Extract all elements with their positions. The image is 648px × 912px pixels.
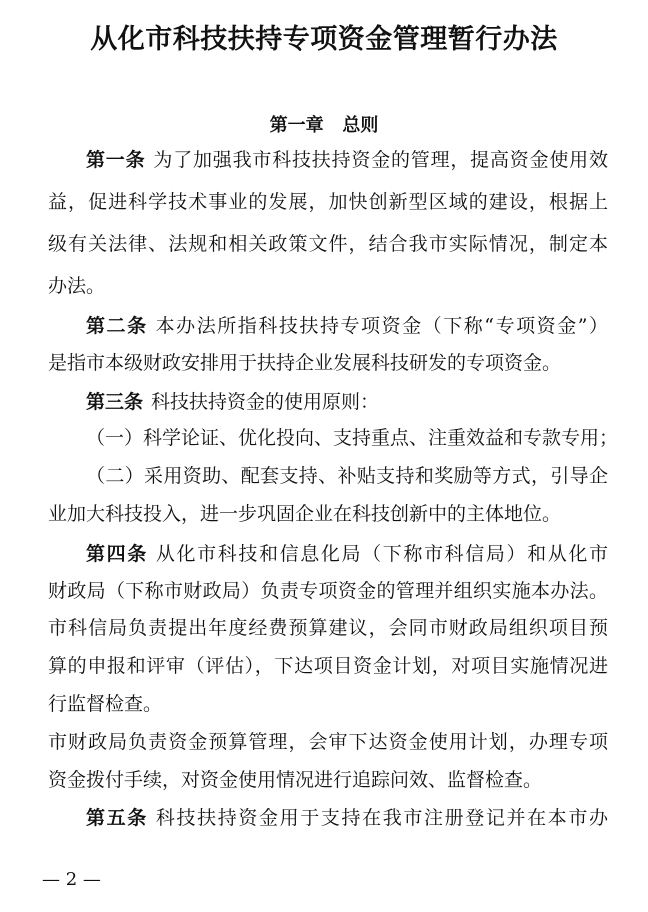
article-3-text: 科技扶持资金的使用原则： bbox=[151, 391, 380, 413]
article-3-item-1: （一）科学论证、优化投向、支持重点、注重效益和专款专用； bbox=[86, 427, 619, 449]
article-3-line-1 bbox=[48, 384, 608, 420]
article-1-line-4: 办法。 bbox=[48, 275, 106, 297]
article-1-text: 为了加强我市科技扶持资金的管理，提高资金使用效 bbox=[153, 149, 608, 171]
article-5-text: 科技扶持资金用于支持在我市注册登记并在本市办 bbox=[155, 807, 608, 829]
article-4-line-4: 算的申报和评审（评估），下达项目资金计划，对项目实施情况进 bbox=[48, 655, 608, 677]
article-4-line-7: 资金拨付手续，对资金使用情况进行追踪问效、监督检查。 bbox=[48, 769, 543, 791]
article-1-label: 第一条 bbox=[86, 149, 146, 171]
article-4-line-6: 市财政局负责资金预算管理，会审下达资金使用计划，办理专项 bbox=[48, 731, 608, 753]
article-4-text: 从化市科技和信息化局（下称市科信局）和从化市 bbox=[155, 543, 608, 565]
article-2-line-1 bbox=[48, 308, 608, 344]
article-3-label: 第三条 bbox=[86, 391, 144, 413]
article-4-line-2: 财政局（下称市财政局）负责专项资金的管理并组织实施本办法。 bbox=[48, 580, 608, 602]
article-1-line-1 bbox=[48, 142, 608, 178]
chapter-heading: 第一章 总则 bbox=[269, 115, 379, 136]
article-4-label: 第四条 bbox=[86, 543, 148, 565]
article-5-label: 第五条 bbox=[86, 807, 148, 829]
article-1-line-2: 益，促进科学技术事业的发展，加快创新型区域的建设，根据上 bbox=[48, 191, 608, 213]
page-number: — 2 — bbox=[42, 869, 101, 890]
document-title: 从化市科技扶持专项资金管理暂行办法 bbox=[90, 24, 558, 55]
article-3-item-2-cont: 业加大科技投入，进一步巩固企业在科技创新中的主体地位。 bbox=[48, 503, 562, 525]
article-4-line-5: 行监督检查。 bbox=[48, 693, 163, 715]
article-2-line-2: 是指市本级财政安排用于扶持企业发展科技研发的专项资金。 bbox=[48, 352, 562, 374]
article-5-line-1 bbox=[48, 800, 608, 836]
article-2-text: 本办法所指科技扶持专项资金（下称“专项资金”） bbox=[155, 315, 608, 337]
article-4-line-1 bbox=[48, 536, 608, 572]
article-3-item-2: （二）采用资助、配套支持、补贴支持和奖励等方式，引导企 bbox=[86, 465, 608, 487]
article-1-line-3: 级有关法律、法规和相关政策文件，结合我市实际情况，制定本 bbox=[48, 233, 608, 255]
article-4-line-3: 市科信局负责提出年度经费预算建议，会同市财政局组织项目预 bbox=[48, 617, 608, 639]
article-2-label: 第二条 bbox=[86, 315, 148, 337]
